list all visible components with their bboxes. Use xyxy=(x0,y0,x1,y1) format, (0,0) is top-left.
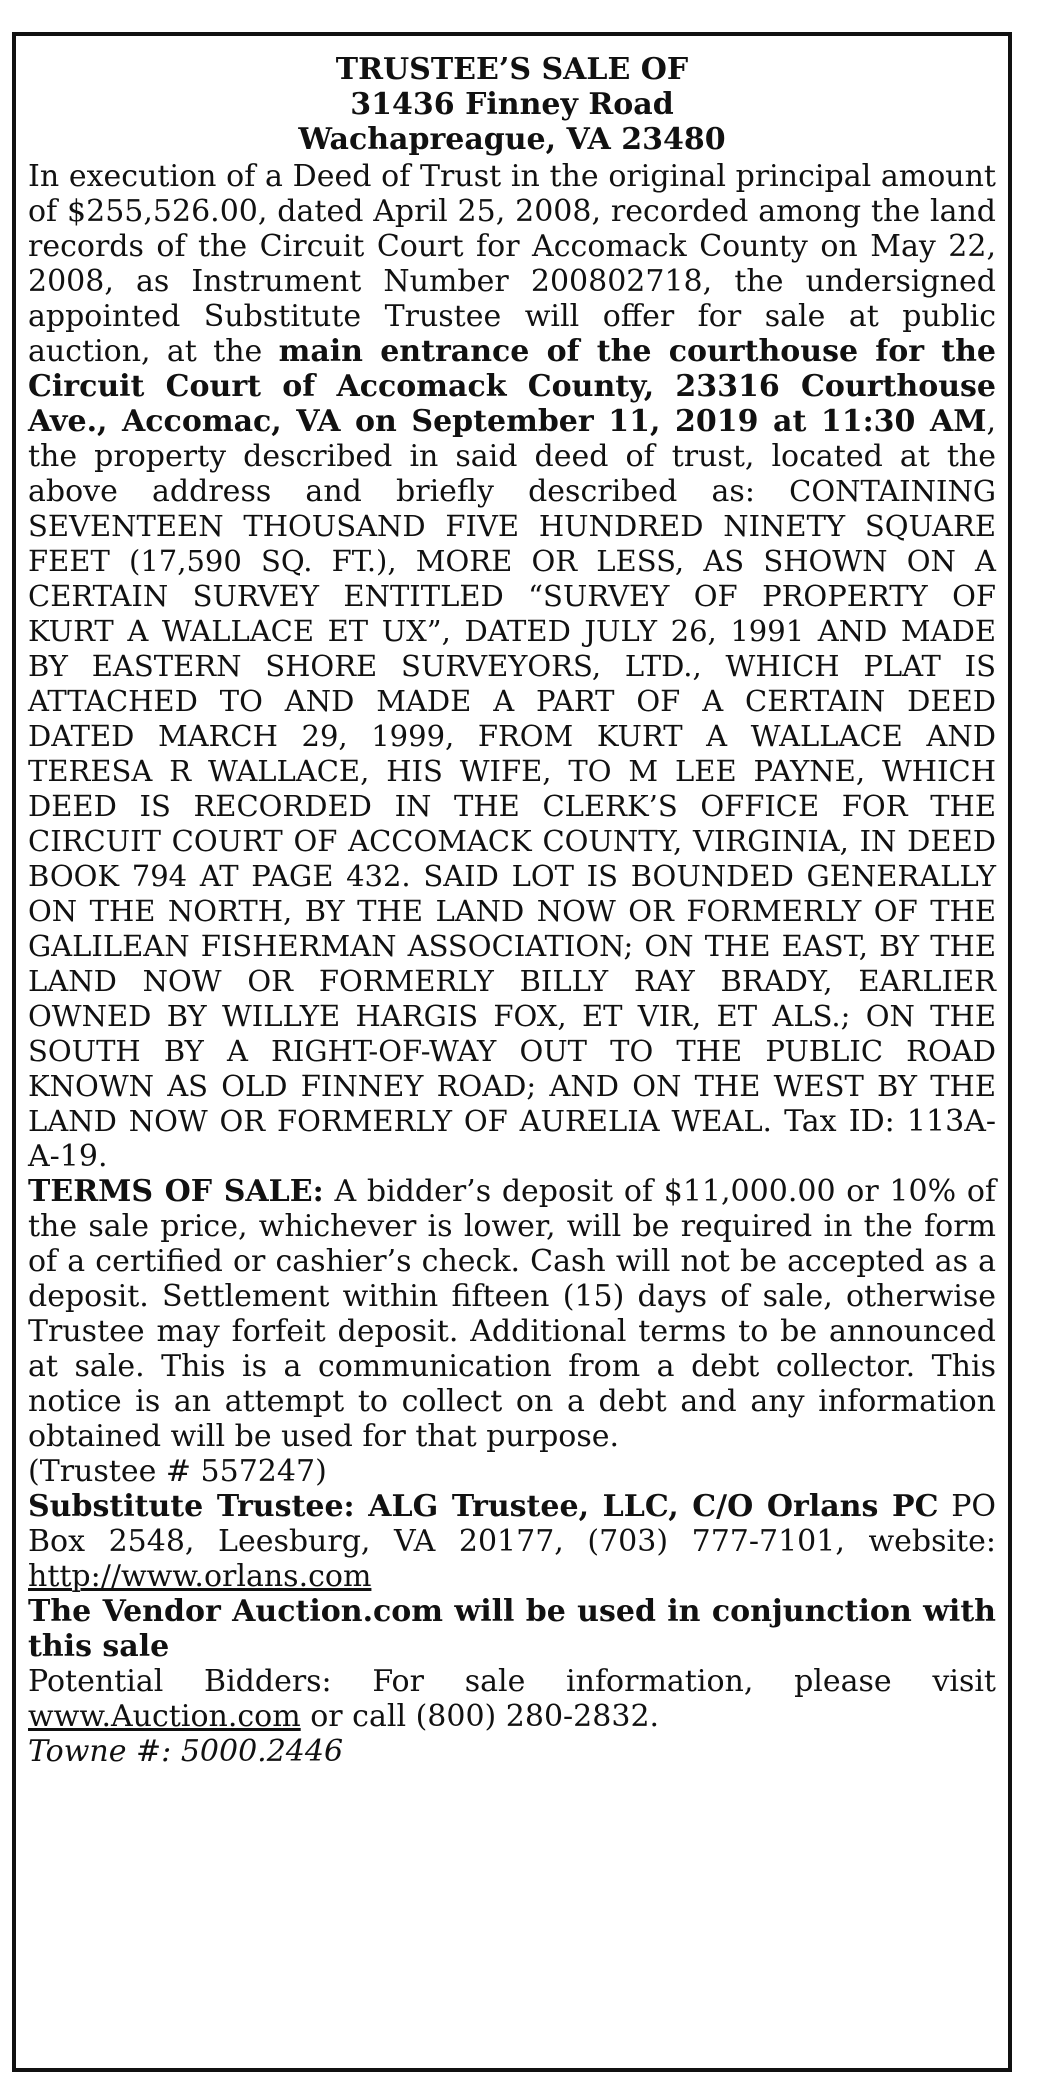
substitute-trustee xyxy=(28,1489,996,1594)
trustee-number: (Trustee # 557247) xyxy=(28,1454,327,1489)
legal-description: CONTAINING SEVENTEEN THOUSAND FIVE HUNDRED NINETY SQUARE FEET (17,590 SQ. FT.), MORE OR LESS, AS SHOWN ON A CERTAIN SURVEY ENTITLED “SURVEY OF PROPERTY OF KURT A WALLACE ET UX”, DATED JULY 26, 1991 AND MADE BY EASTERN SHORE SURVEYORS, LTD., WHICH PLAT IS ATTACHED TO AND MADE A PART OF A CERTAIN DEED DATED MARCH 29, 1999, FROM KURT A WALLACE AND TERESA R WALLACE, HIS WIFE, TO M LEE PAYNE, WHICH DEED IS RECORDED IN THE CLERK’S OFFICE FOR THE CIRCUIT COURT OF ACCOMACK COUNTY, VIRGINIA, IN DEED BOOK 794 AT PAGE 432. SAID LOT IS BOUNDED GENERALLY ON THE NORTH, BY THE LAND NOW OR FORMERLY OF THE GALILEAN FISHERMAN ASSOCIATION; ON THE EAST, BY THE LAND NOW OR FORMERLY BILLY RAY BRADY, EARLIER OWNED BY WILLYE HARGIS FOX, ET VIR, ET ALS.; ON THE SOUTH BY A RIGHT-OF-WAY OUT TO THE PUBLIC ROAD KNOWN AS OLD FINNEY ROAD; AND ON THE WEST BY THE LAND NOW OR FORMERLY OF AURELIA WEAL. xyxy=(28,474,996,1138)
sale-location: main entrance of the courthouse for the Circuit Court of Accomack County, 23316 Courthouse Ave., Accomac, VA on September 11, 2019 at 11:30 AM xyxy=(28,334,996,439)
towne-number-text: Towne #: 5000.2446 xyxy=(28,1734,344,1769)
bidder-info-text: Potential Bidders: For sale information, please visit xyxy=(28,1664,996,1699)
heading-line-1: TRUSTEE’S SALE OF xyxy=(335,52,689,87)
intro-text: In execution of a Deed of Trust in the original principal amount of $255,526.00, dated April 25, 2008, recorded among the land records of the Circuit Court for Accomack County on May 22, 2008, as Instrument Number 200802718, the undersigned appointed Substitute Trustee will offer for sale at public auction, at the xyxy=(28,159,996,369)
towne-number xyxy=(28,1734,996,1769)
substitute-trustee-address: PO Box 2548, Leesburg, VA 20177, (703) 777-7101, website: xyxy=(28,1489,996,1559)
orlans-website-link[interactable]: http://www.orlans.com xyxy=(28,1559,372,1594)
terms-text: A bidder’s deposit of $11,000.00 or 10% of the sale price, whichever is lower, will be required in the form of a certified or cashier’s check. Cash will not be accepted as a deposit. Settlement within fifteen (15) days of sale, otherwise Trustee may forfeit deposit. Additional terms to be announced at sale. This is a communication from a debt collector. This notice is an attempt to collect on a debt and any information obtained will be used for that purpose. xyxy=(28,1174,997,1454)
notice-heading xyxy=(28,52,996,157)
vendor-label: The Vendor Auction.com will be used in conjunction with this sale xyxy=(28,1594,996,1664)
auction-website-link[interactable]: www.Auction.com xyxy=(28,1699,301,1734)
bidder-info xyxy=(28,1664,996,1734)
auction-phone: or call (800) 280-2832. xyxy=(300,1699,660,1734)
heading-line-3: Wachapreague, VA 23480 xyxy=(298,122,726,157)
legal-notice xyxy=(12,32,1012,2072)
sale-description xyxy=(28,159,996,1174)
terms-of-sale xyxy=(28,1174,996,1454)
terms-label: TERMS OF SALE: xyxy=(28,1174,324,1209)
heading-line-2: 31436 Finney Road xyxy=(350,87,674,122)
substitute-trustee-label: Substitute Trustee: ALG Trustee, LLC, C/O Orlans PC xyxy=(28,1489,939,1524)
vendor-notice xyxy=(28,1594,996,1664)
tax-id: Tax ID: 113A-A-19. xyxy=(28,1104,996,1174)
description-lead: , the property described in said deed of trust, located at the above address and briefly described as: xyxy=(28,404,996,509)
